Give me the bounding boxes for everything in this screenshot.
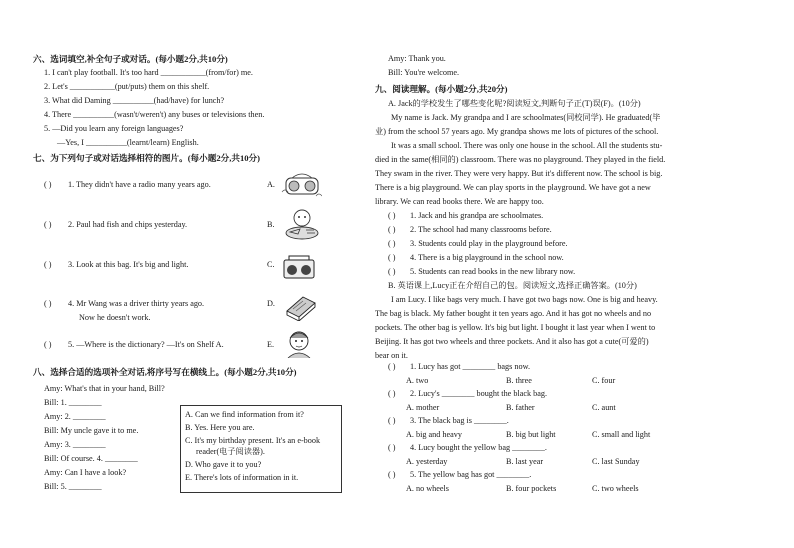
passage-b-line: I am Lucy. I like bags very much. I have got two bags now. One is big and heavy. bbox=[391, 295, 658, 304]
question-9b-4: 4. Lucy bought the yellow bag ________. bbox=[410, 443, 547, 452]
choice-b: B. last year bbox=[506, 457, 544, 466]
choice-b: B. big but light bbox=[506, 430, 556, 439]
question-9b-5: 5. The yellow bag has got ________. bbox=[410, 470, 532, 479]
answer-paren: ( ) bbox=[388, 225, 396, 234]
answer-paren: ( ) bbox=[388, 267, 396, 276]
choice-a: A. big and heavy bbox=[406, 430, 462, 439]
answer-paren: ( ) bbox=[44, 340, 52, 349]
choice-a: A. two bbox=[406, 376, 429, 385]
passage-b-line: Beijing. It has got two wheels and three pockets. And it also has got a cute(可爱的) bbox=[375, 337, 649, 346]
question-9a-4: 4. There is a big playground in the school now. bbox=[410, 253, 564, 262]
question-7-1: 1. They didn't have a radio many years ago. bbox=[68, 180, 211, 189]
fish-and-chips-picture bbox=[282, 208, 322, 242]
section-8-heading: 八、选择合适的选项补全对话,将序号写在横线上。(每小题2分,共10分) bbox=[33, 367, 297, 377]
dialogue-line: Bill: Of course. 4. ________ bbox=[44, 454, 138, 463]
option-e: E. There's lots of information in it. bbox=[185, 473, 299, 482]
choice-b: B. father bbox=[506, 403, 535, 412]
question-6-2: 2. Let's ___________(put/puts) them on this shelf. bbox=[44, 82, 210, 91]
question-7-4-line2: Now he doesn't work. bbox=[79, 313, 151, 322]
dialogue-line: Amy: 3. ________ bbox=[44, 440, 106, 449]
question-7-4: 4. Mr Wang was a driver thirty years ago. bbox=[68, 299, 205, 308]
question-6-5-answer: —Yes, I __________(learnt/learn) English. bbox=[57, 138, 199, 147]
option-a: A. Can we find information from it? bbox=[185, 410, 304, 419]
answer-paren: ( ) bbox=[388, 362, 396, 371]
answer-paren: ( ) bbox=[388, 211, 396, 220]
dialogue-line: Bill: 1. ________ bbox=[44, 398, 102, 407]
option-d: D. Who gave it to you? bbox=[185, 460, 262, 469]
question-9a-1: 1. Jack and his grandpa are schoolmates. bbox=[410, 211, 544, 220]
option-b: B. Yes. Here you are. bbox=[185, 423, 255, 432]
section-6-heading: 六、选词填空,补全句子或对话。(每小题2分,共10分) bbox=[33, 54, 228, 64]
question-7-2: 2. Paul had fish and chips yesterday. bbox=[68, 220, 188, 229]
passage-b-line: The bag is black. My father bought it ten years ago. And it has got no wheels and no bbox=[375, 309, 652, 318]
answer-paren: ( ) bbox=[44, 220, 52, 229]
option-letter: B. bbox=[267, 220, 275, 229]
dialogue-end-amy: Amy: Thank you. bbox=[388, 54, 446, 63]
question-9a-2: 2. The school had many classrooms before. bbox=[410, 225, 552, 234]
choice-c: C. four bbox=[592, 376, 616, 385]
question-6-1: 1. I can't play football. It's too hard ___________(from/for) me. bbox=[44, 68, 253, 77]
question-7-3: 3. Look at this bag. It's big and light. bbox=[68, 260, 189, 269]
passage-a-line: It was a small school. There was only one house in the school. All the students stu- bbox=[391, 141, 663, 150]
choice-c: C. aunt bbox=[592, 403, 616, 412]
passage-a-line: My name is Jack. My grandpa and I are schoolmates(同校同学). He graduated(毕 bbox=[391, 113, 661, 122]
question-6-3: 3. What did Daming __________(had/have) for lunch? bbox=[44, 96, 225, 105]
dialogue-line: Bill: 5. ________ bbox=[44, 482, 102, 491]
choice-a: A. yesterday bbox=[406, 457, 448, 466]
question-6-5: 5. —Did you learn any foreign languages? bbox=[44, 124, 184, 133]
passage-b-line: pockets. The other bag is yellow. It's big but light. I bought it last year when I went to bbox=[375, 323, 656, 332]
choice-a: A. no wheels bbox=[406, 484, 449, 493]
book-picture bbox=[283, 291, 319, 321]
question-9a-3: 3. Students could play in the playground before. bbox=[410, 239, 568, 248]
question-9b-1: 1. Lucy has got ________ bags now. bbox=[410, 362, 530, 371]
answer-paren: ( ) bbox=[388, 253, 396, 262]
answer-paren: ( ) bbox=[388, 470, 396, 479]
answer-paren: ( ) bbox=[44, 180, 52, 189]
answer-paren: ( ) bbox=[388, 443, 396, 452]
answer-paren: ( ) bbox=[388, 416, 396, 425]
section-9-heading: 九、阅读理解。(每小题2分,共20分) bbox=[375, 84, 508, 94]
choice-c: C. two wheels bbox=[592, 484, 639, 493]
question-6-4: 4. There __________(wasn't/weren't) any buses or televisions then. bbox=[44, 110, 265, 119]
dialogue-line: Amy: 2. ________ bbox=[44, 412, 106, 421]
dialogue-line: Amy: Can I have a look? bbox=[44, 468, 127, 477]
radio-picture bbox=[280, 170, 322, 200]
dialogue-line: Bill: My uncle gave it to me. bbox=[44, 426, 139, 435]
choice-c: C. small and light bbox=[592, 430, 651, 439]
passage-b-line: bear on it. bbox=[375, 351, 408, 360]
option-letter: D. bbox=[267, 299, 275, 308]
answer-paren: ( ) bbox=[388, 389, 396, 398]
option-c-line2: reader(电子阅读器). bbox=[196, 447, 265, 456]
option-letter: A. bbox=[267, 180, 275, 189]
answer-paren: ( ) bbox=[388, 239, 396, 248]
choice-b: B. three bbox=[506, 376, 532, 385]
choice-a: A. mother bbox=[406, 403, 440, 412]
question-7-5: 5. —Where is the dictionary? —It's on Shelf A. bbox=[68, 340, 224, 349]
choice-c: C. last Sunday bbox=[592, 457, 640, 466]
dialogue-line: Amy: What's that in your hand, Bill? bbox=[44, 384, 165, 393]
part-b-instructions: B. 英语课上,Lucy正在介绍自己的包。阅读短文,选择正确答案。(10分) bbox=[388, 281, 637, 290]
answer-paren: ( ) bbox=[44, 299, 52, 308]
answer-paren: ( ) bbox=[44, 260, 52, 269]
option-c: C. It's my birthday present. It's an e-book bbox=[185, 436, 321, 445]
part-a-instructions: A. Jack的学校发生了哪些变化呢?阅读短文,判断句子正(T)误(F)。(10分) bbox=[388, 99, 641, 108]
passage-a-line: There is a big playground. We can play sports in the playground. We have got a new bbox=[375, 183, 651, 192]
dialogue-end-bill: Bill: You're welcome. bbox=[388, 68, 460, 77]
old-man-picture bbox=[282, 328, 316, 358]
passage-a-line: 业) from the school 57 years ago. My grandpa shows me lots of pictures of the school. bbox=[375, 127, 659, 136]
section-7-heading: 七、为下列句子或对话选择相符的图片。(每小题2分,共10分) bbox=[33, 153, 261, 163]
question-9b-3: 3. The black bag is ________. bbox=[410, 416, 509, 425]
choice-b: B. four pockets bbox=[506, 484, 557, 493]
passage-a-line: They swam in the river. They were very happy. But it's different now. The school is big. bbox=[375, 169, 663, 178]
passage-a-line: library. We can read books there. We are happy too. bbox=[375, 197, 544, 206]
passage-a-line: died in the same(相同的) classroom. There was no playground. They played in the field. bbox=[375, 155, 666, 164]
question-9b-2: 2. Lucy's ________ bought the black bag. bbox=[410, 389, 548, 398]
option-letter: E. bbox=[267, 340, 275, 349]
boombox-picture bbox=[281, 254, 317, 280]
question-9a-5: 5. Students can read books in the new library now. bbox=[410, 267, 576, 276]
option-letter: C. bbox=[267, 260, 275, 269]
